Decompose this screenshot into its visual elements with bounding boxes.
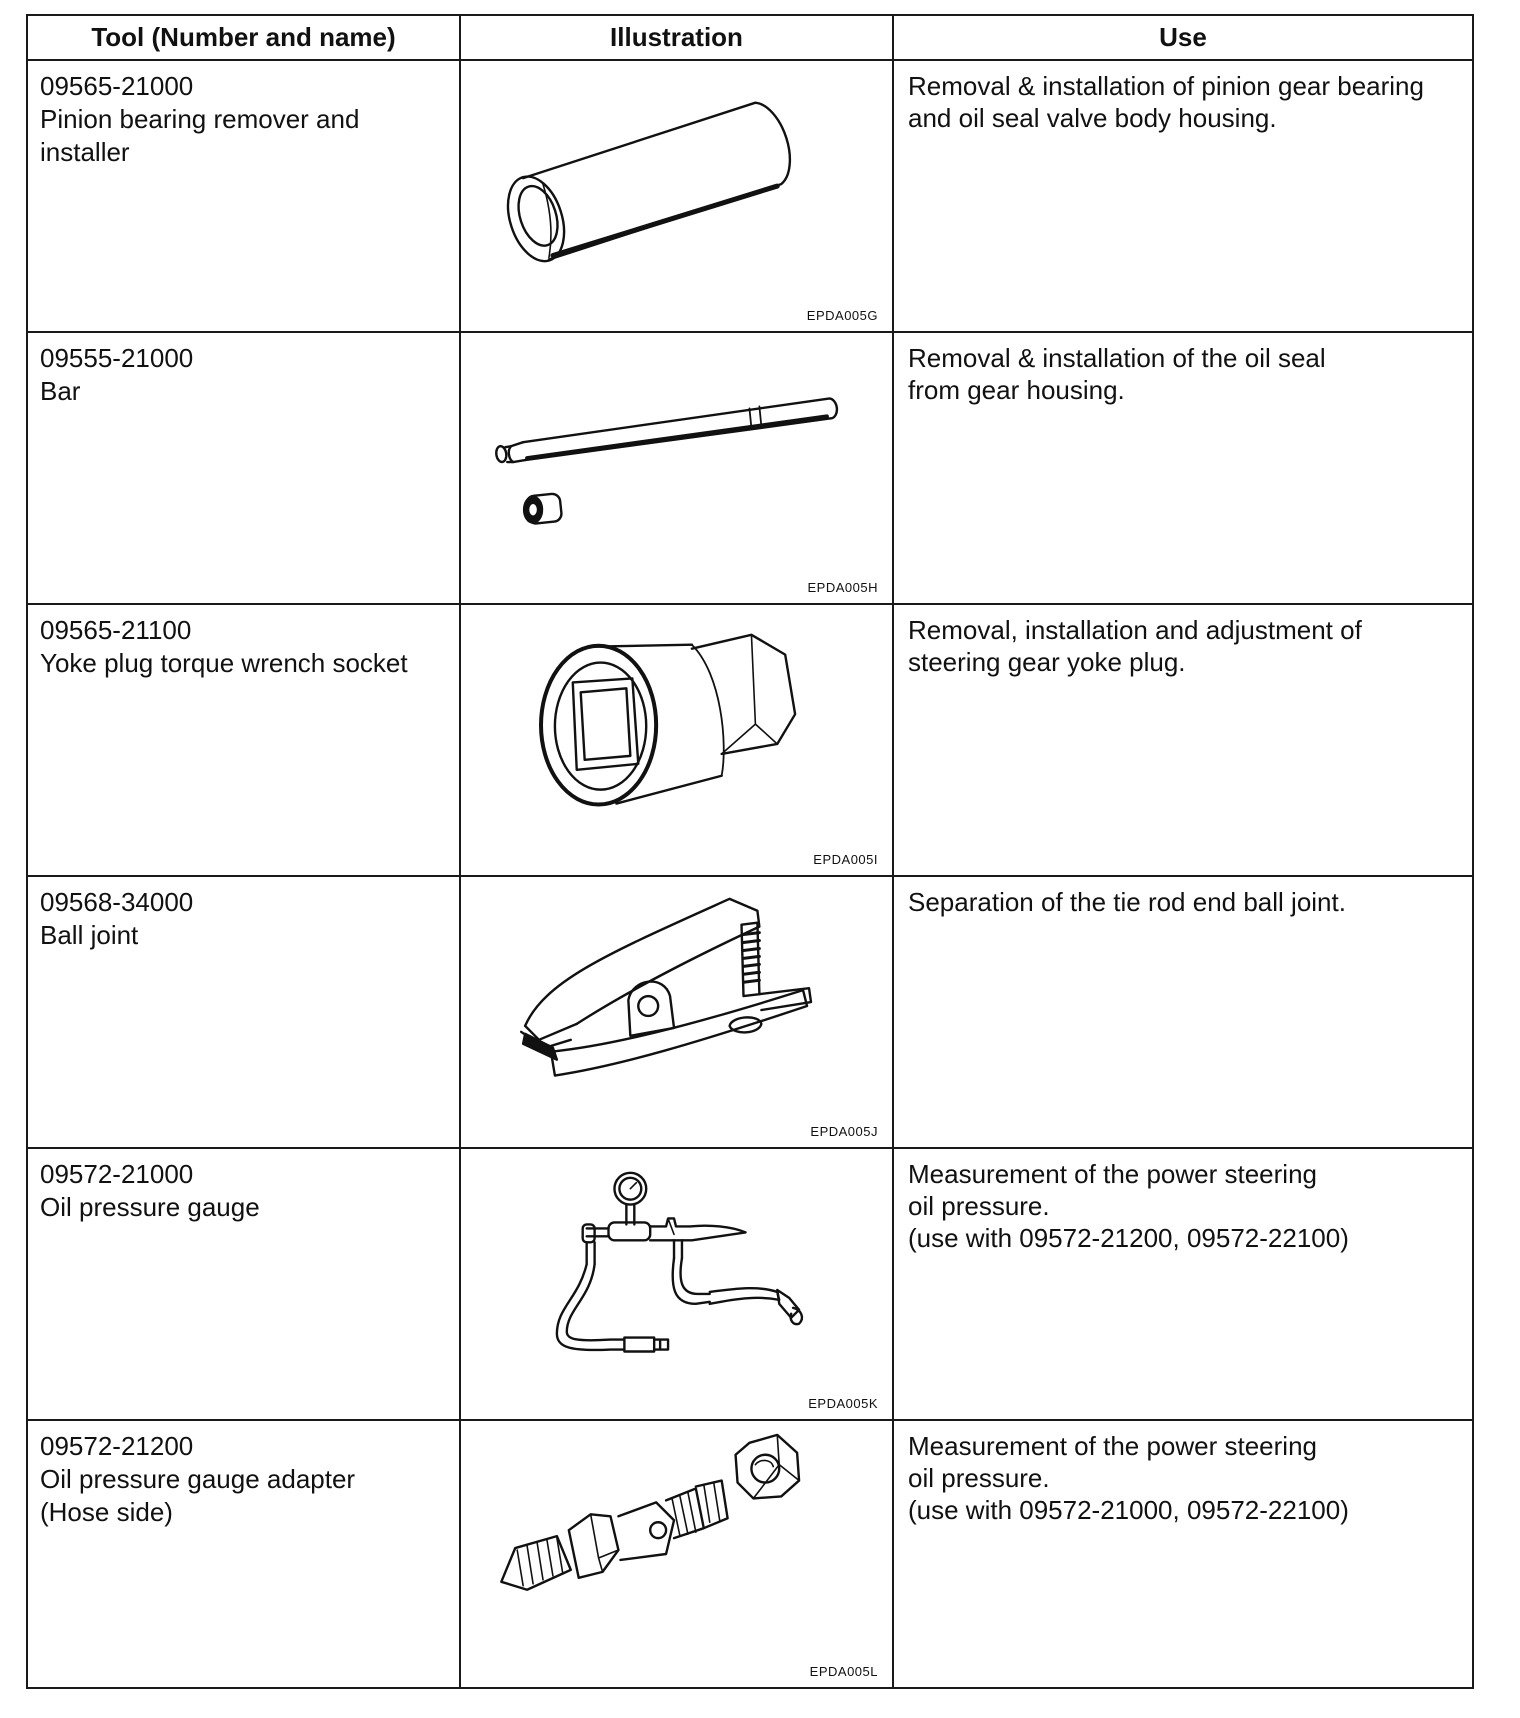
- use-cell: Removal & installation of the oil seal from gear housing.: [893, 332, 1473, 604]
- special-tools-table: [26, 14, 1474, 1689]
- tool-cell: [27, 876, 460, 1148]
- tool-number: 09572-21200: [40, 1431, 194, 1461]
- socket-icon: [461, 605, 892, 875]
- table-row: [27, 332, 1473, 604]
- image-code: EPDA005I: [813, 852, 878, 867]
- table-row: [27, 604, 1473, 876]
- tool-name: Oil pressure gauge adapter (Hose side): [40, 1464, 356, 1527]
- tool-cell: [27, 60, 460, 332]
- tool-number: 09565-21000: [40, 71, 194, 101]
- table-row: [27, 876, 1473, 1148]
- header-use: Use: [893, 15, 1473, 60]
- tool-number: 09555-21000: [40, 343, 194, 373]
- tool-name: Oil pressure gauge: [40, 1192, 260, 1222]
- tool-number: 09568-34000: [40, 887, 194, 917]
- table-row: [27, 60, 1473, 332]
- header-illustration: Illustration: [460, 15, 893, 60]
- cylinder-sleeve-icon: [461, 61, 892, 331]
- tool-cell: [27, 1148, 460, 1420]
- image-code: EPDA005G: [806, 308, 878, 323]
- illustration-cell: [460, 604, 893, 876]
- image-code: EPDA005H: [807, 580, 878, 595]
- tool-cell: [27, 604, 460, 876]
- gauge-adapter-icon: [461, 1421, 892, 1687]
- header-tool: Tool (Number and name): [27, 15, 460, 60]
- use-cell: Removal & installation of pinion gear bearing and oil seal valve body housing.: [893, 60, 1473, 332]
- illustration-cell: [460, 1148, 893, 1420]
- illustration-cell: [460, 876, 893, 1148]
- image-code: EPDA005K: [808, 1396, 878, 1411]
- header-row: [27, 15, 1473, 60]
- tool-name: Yoke plug torque wrench socket: [40, 648, 408, 678]
- image-code: EPDA005L: [809, 1664, 878, 1679]
- tool-number: 09572-21000: [40, 1159, 194, 1189]
- tool-name: Bar: [40, 376, 81, 406]
- tool-cell: [27, 1420, 460, 1688]
- illustration-cell: [460, 332, 893, 604]
- illustration-cell: [460, 60, 893, 332]
- tool-cell: [27, 332, 460, 604]
- bar-rod-icon: [461, 333, 892, 603]
- tool-number: 09565-21100: [40, 615, 192, 645]
- use-cell: Measurement of the power steering oil pressure. (use with 09572-21200, 09572-22100): [893, 1148, 1473, 1420]
- table-row: [27, 1420, 1473, 1688]
- ball-joint-puller-icon: [461, 877, 892, 1147]
- use-cell: Removal, installation and adjustment of steering gear yoke plug.: [893, 604, 1473, 876]
- tool-name: Pinion bearing remover and installer: [40, 104, 360, 167]
- image-code: EPDA005J: [810, 1124, 878, 1139]
- use-cell: Separation of the tie rod end ball joint.: [893, 876, 1473, 1148]
- tool-name: Ball joint: [40, 920, 139, 950]
- table-row: [27, 1148, 1473, 1420]
- illustration-cell: [460, 1420, 893, 1688]
- pressure-gauge-icon: [461, 1149, 892, 1419]
- use-cell: Measurement of the power steering oil pressure. (use with 09572-21000, 09572-22100): [893, 1420, 1473, 1688]
